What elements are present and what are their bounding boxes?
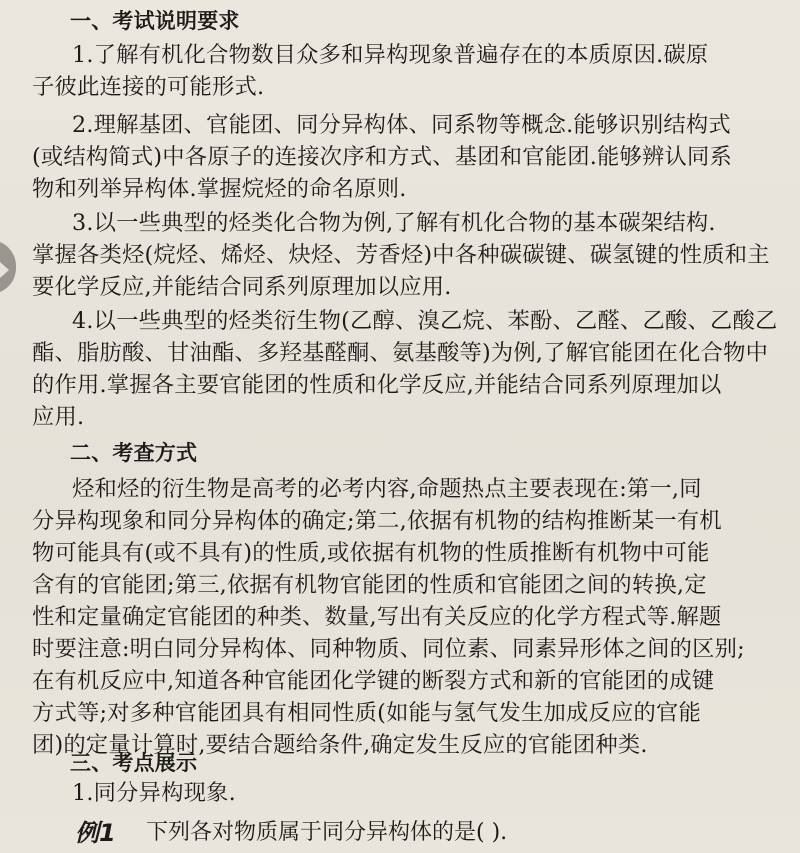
paragraph-line: 团)的定量计算时,要结合题给条件,确定发生反应的官能团种类.: [32, 732, 648, 758]
paragraph-line: 性和定量确定官能团的种类、数量,写出有关反应的化学方程式等.解题: [32, 604, 722, 630]
paragraph-line: 烃和烃的衍生物是高考的必考内容,命题热点主要表现在:第一,同: [72, 476, 702, 502]
paragraph-line: 1.了解有机化合物数目众多和异构现象普遍存在的本质原因.碳原: [72, 42, 709, 68]
paragraph-line: 4.以一些典型的烃类衍生物(乙醇、溴乙烷、苯酚、乙醛、乙酸、乙酸乙: [72, 308, 778, 334]
paragraph-line: 分异构现象和同分异构体的确定;第二,依据有机物的结构推断某一有机: [32, 508, 722, 534]
paragraph-line: 3.以一些典型的烃类化合物为例,了解有机化合物的基本碳架结构.: [72, 210, 716, 236]
section-heading-showcase: 三、考点展示: [70, 751, 198, 775]
paragraph-line: 的作用.掌握各主要官能团的性质和化学反应,并能结合同系列原理加以: [32, 372, 722, 398]
paragraph-line: 子彼此连接的可能形式.: [32, 74, 265, 100]
paragraph-line: 要化学反应,并能结合同系列原理加以应用.: [32, 274, 452, 300]
paragraph-line: 1.同分异构现象.: [72, 780, 236, 806]
paragraph-line: 物可能具有(或不具有)的性质,或依据有机物的性质推断有机物中可能: [32, 540, 710, 566]
paragraph-line: 物和列举异构体.掌握烷烃的命名原则.: [32, 176, 407, 202]
paragraph-line: 掌握各类烃(烷烃、烯烃、炔烃、芳香烃)中各种碳碳键、碳氢键的性质和主: [32, 242, 770, 268]
paragraph-line: 2.理解基团、官能团、同分异构体、同系物等概念.能够识别结构式: [72, 112, 731, 138]
paragraph-line: 方式等;对多种官能团具有相同性质(如能与氢气发生加成反应的官能: [32, 700, 702, 726]
paragraph-line: 应用.: [32, 404, 85, 430]
section-heading-requirements: 一、考试说明要求: [70, 9, 240, 33]
example-label: 例1: [75, 819, 116, 847]
paragraph-line: 酯、脂肪酸、甘油酯、多羟基醛酮、氨基酸等)为例,了解官能团在化合物中: [32, 340, 769, 366]
example-question: 下列各对物质属于同分异构体的是( ).: [146, 820, 508, 845]
paragraph-line: (或结构简式)中各原子的连接次序和方式、基团和官能团.能够辨认同系: [32, 144, 732, 170]
paragraph-line: 时要注意:明白同分异构体、同种物质、同位素、同素异形体之间的区别;: [32, 636, 745, 662]
paragraph-line: 在有机反应中,知道各种官能团化学键的断裂方式和新的官能团的成键: [32, 668, 715, 694]
section-heading-exam-style: 二、考查方式: [70, 441, 198, 465]
paragraph-line: 含有的官能团;第三,依据有机物官能团的性质和官能团之间的转换,定: [32, 572, 707, 598]
